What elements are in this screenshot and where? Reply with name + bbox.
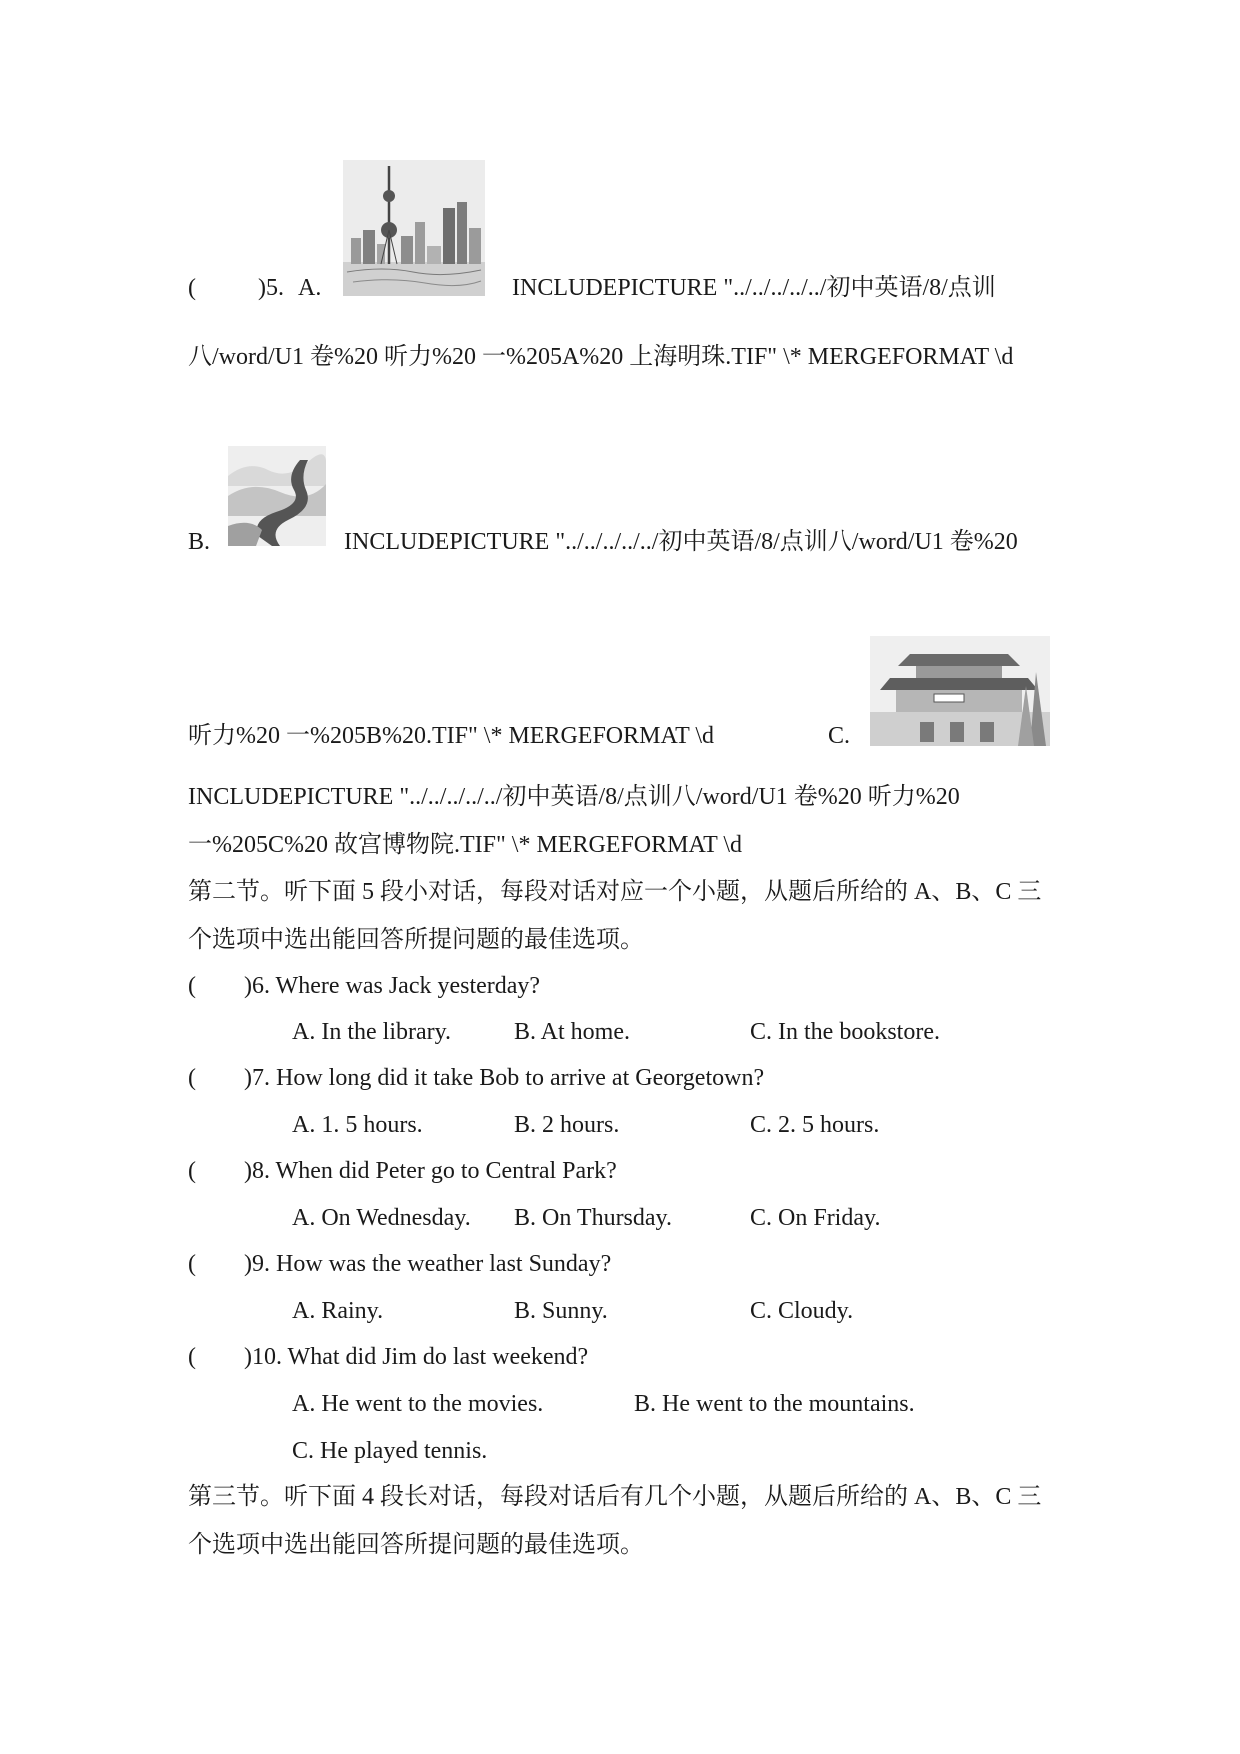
- option-c: C. He played tennis.: [292, 1438, 488, 1464]
- option-b: B. He went to the mountains.: [634, 1391, 915, 1417]
- option-a: A. He went to the movies.: [292, 1391, 544, 1417]
- palace-drawing: [870, 636, 1050, 746]
- option-label-b: B.: [188, 529, 211, 555]
- option-label-a: A.: [298, 275, 322, 301]
- include-field-c-line1: INCLUDEPICTURE "../../../../../初中英语/8/点训八/word/U1 卷%20 听力%20: [188, 784, 960, 810]
- question-stem: )6. Where was Jack yesterday?: [244, 973, 541, 999]
- include-field-a-line2: 八/word/U1 卷%20 听力%20 一%205A%20 上海明珠.TIF" \* MERGEFORMAT \d: [188, 344, 1014, 370]
- include-field-a-text: INCLUDEPICTURE "../../../../../初中英语/8/点训: [512, 275, 996, 301]
- option-a: A. Rainy.: [292, 1298, 384, 1324]
- option-a: A. 1. 5 hours.: [292, 1112, 423, 1138]
- answer-paren-open: (: [188, 275, 196, 301]
- question-stem: )9. How was the weather last Sunday?: [244, 1251, 612, 1277]
- option-a: A. On Wednesday.: [292, 1205, 471, 1231]
- option-label-c: C.: [828, 723, 851, 749]
- include-field-b-line1: INCLUDEPICTURE "../../../../../初中英语/8/点训八/word/U1 卷%20: [344, 529, 1018, 555]
- answer-paren-open: (: [188, 1065, 196, 1091]
- section2-instruction-line2: 个选项中选出能回答所提问题的最佳选项。: [188, 927, 644, 953]
- option-a: A. In the library.: [292, 1019, 452, 1045]
- include-field-c-line2: 一%205C%20 故宫博物院.TIF" \* MERGEFORMAT \d: [188, 832, 743, 858]
- option-c: C. 2. 5 hours.: [750, 1112, 880, 1138]
- section3-instruction-line1: 第三节。听下面 4 段长对话，每段对话后有几个小题，从题后所给的 A、B、C 三: [188, 1484, 1042, 1510]
- palace-museum-image: [870, 636, 1050, 746]
- option-b: B. 2 hours.: [514, 1112, 620, 1138]
- great-wall-image: [228, 446, 326, 546]
- option-c: C. In the bookstore.: [750, 1019, 940, 1045]
- shanghai-skyline-image: [343, 160, 485, 296]
- question-number: )5.: [258, 275, 284, 301]
- answer-paren-open: (: [188, 1158, 196, 1184]
- section2-instruction-line1: 第二节。听下面 5 段小对话，每段对话对应一个小题，从题后所给的 A、B、C 三: [188, 879, 1042, 905]
- include-field-b-line2: 听力%20 一%205B%20.TIF" \* MERGEFORMAT \d: [188, 723, 715, 749]
- option-b: B. Sunny.: [514, 1298, 608, 1324]
- option-c: C. Cloudy.: [750, 1298, 854, 1324]
- great-wall-drawing: [228, 446, 326, 546]
- skyline-drawing: [343, 160, 485, 296]
- option-b: B. At home.: [514, 1019, 631, 1045]
- option-b: B. On Thursday.: [514, 1205, 672, 1231]
- option-c: C. On Friday.: [750, 1205, 881, 1231]
- answer-paren-open: (: [188, 1251, 196, 1277]
- question-stem: )8. When did Peter go to Central Park?: [244, 1158, 617, 1184]
- question-stem: )7. How long did it take Bob to arrive at Georgetown?: [244, 1065, 765, 1091]
- section3-instruction-line2: 个选项中选出能回答所提问题的最佳选项。: [188, 1532, 644, 1558]
- include-field-a-line1: [512, 273, 1056, 303]
- question-stem: )10. What did Jim do last weekend?: [244, 1344, 589, 1370]
- answer-paren-open: (: [188, 1344, 196, 1370]
- answer-paren-open: (: [188, 973, 196, 999]
